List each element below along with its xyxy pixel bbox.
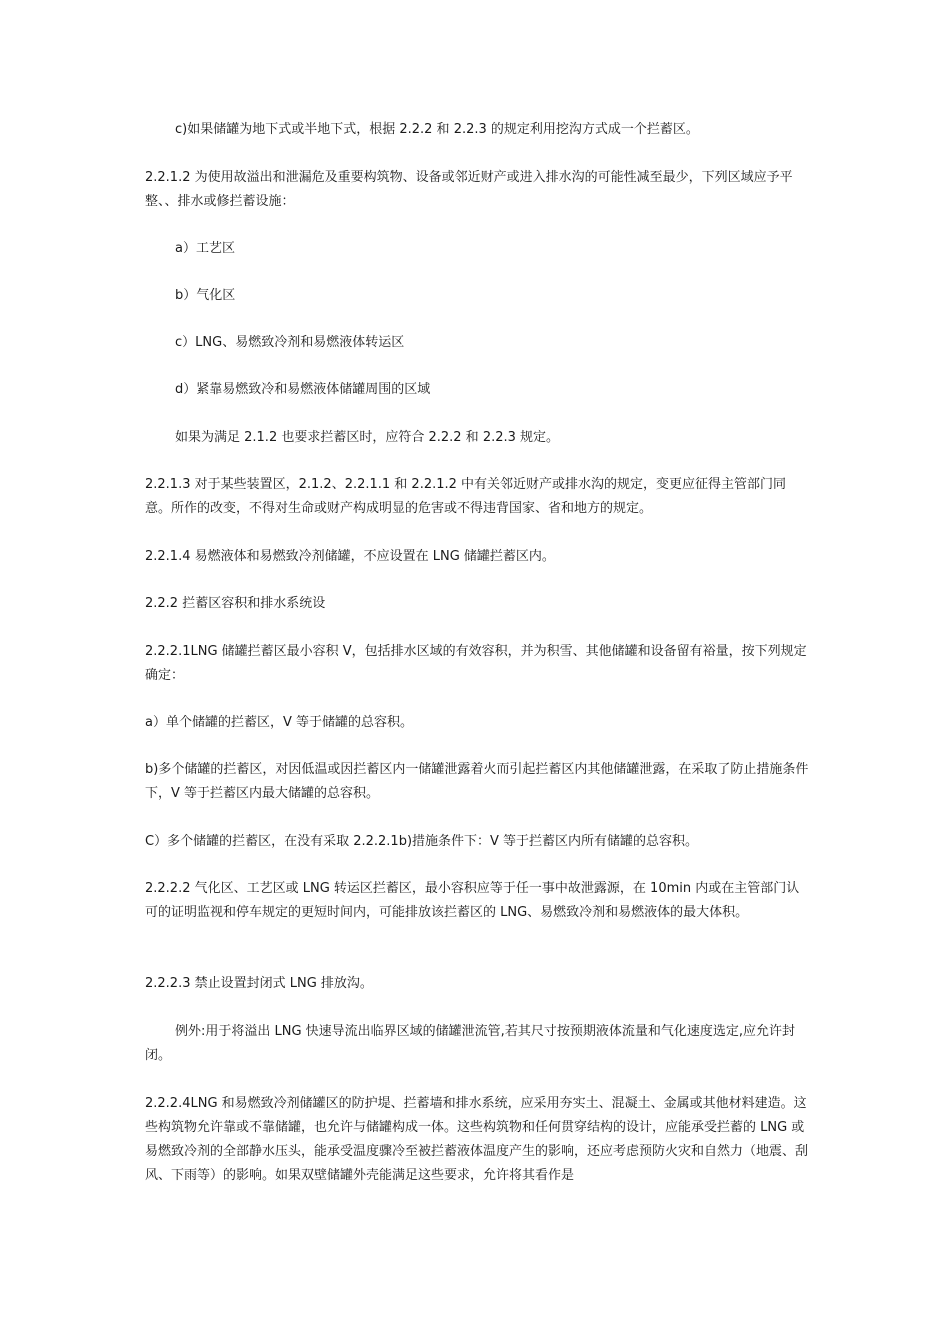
section-paragraph: 2.2.1.3 对于某些装置区，2.1.2、2.2.1.1 和 2.2.1.2 中有关邻近财产或排水沟的规定，变更应征得主管部门同意。所作的改变，不得对生命或财产构成明显的危害或不得违背国家、省和地方的规定。 (145, 477, 787, 516)
section-paragraph: 2.2.2.1LNG 储罐拦蓄区最小容积 V，包括排水区域的有效容积，并为积雪、其他储罐和设备留有裕量，按下列规定确定： (145, 644, 807, 683)
section-heading: 2.2.2 拦蓄区容积和排水系统设 (145, 596, 326, 611)
section-paragraph: 2.2.1.2 为使用故溢出和泄漏危及重要构筑物、设备或邻近财产或进入排水沟的可能性减至最少，下列区域应予平整、、排水或修拦蓄设施： (145, 170, 793, 209)
list-item: b）气化区 (175, 288, 236, 303)
list-item: d）紧靠易燃致冷和易燃液体储罐周围的区域 (175, 382, 431, 397)
note-paragraph: 例外:用于将溢出 LNG 快速导流出临界区域的储罐泄流管,若其尺寸按预期液体流量和气化速度选定,应允许封闭。 (145, 1024, 795, 1063)
paragraph: 如果为满足 2.1.2 也要求拦蓄区时，应符合 2.2.2 和 2.2.3 规定。 (175, 430, 560, 445)
section-paragraph: 2.2.1.4 易燃液体和易燃致冷剂储罐，不应设置在 LNG 储罐拦蓄区内。 (145, 549, 555, 564)
section-paragraph: 2.2.2.2 气化区、工艺区或 LNG 转运区拦蓄区，最小容积应等于任一事中故泄露源，在 10min 内或在主管部门认可的证明监视和停车规定的更短时间内，可能排放该拦蓄区的 LNG、易燃致冷剂和易燃液体的最大体积。 (145, 881, 800, 920)
list-item: a）工艺区 (175, 241, 235, 256)
list-item: a）单个储罐的拦蓄区，V 等于储罐的总容积。 (145, 715, 413, 730)
section-paragraph: 2.2.2.4LNG 和易燃致冷剂储罐区的防护堤、拦蓄墙和排水系统，应采用夯实土、混凝土、金属或其他材料建造。这些构筑物允许靠或不靠储罐，也允许与储罐构成一体。这些构筑物和任何贯穿结构的设计，应能承受拦蓄的 LNG 或易燃致冷剂的全部静水压头，能承受温度骤冷至被拦蓄液体温度产生的影响，还应考虑预防火灾和自然力（地震、刮风、下雨等）的影响。如果双壁储罐外壳能满足这些要求，允许将其看作是 (145, 1096, 809, 1183)
section-paragraph: 2.2.2.3 禁止设置封闭式 LNG 排放沟。 (145, 976, 373, 991)
list-item: c）LNG、易燃致冷剂和易燃液体转运区 (175, 335, 405, 350)
list-item: C）多个储罐的拦蓄区，在没有采取 2.2.2.1b)措施条件下：V 等于拦蓄区内所有储罐的总容积。 (145, 834, 699, 849)
paragraph: c)如果储罐为地下式或半地下式，根据 2.2.2 和 2.2.3 的规定利用挖沟方式成一个拦蓄区。 (175, 122, 699, 137)
list-item: b)多个储罐的拦蓄区，对因低温或因拦蓄区内一储罐泄露着火而引起拦蓄区内其他储罐泄露，在采取了防止措施条件下，V 等于拦蓄区内最大储罐的总容积。 (145, 762, 809, 801)
